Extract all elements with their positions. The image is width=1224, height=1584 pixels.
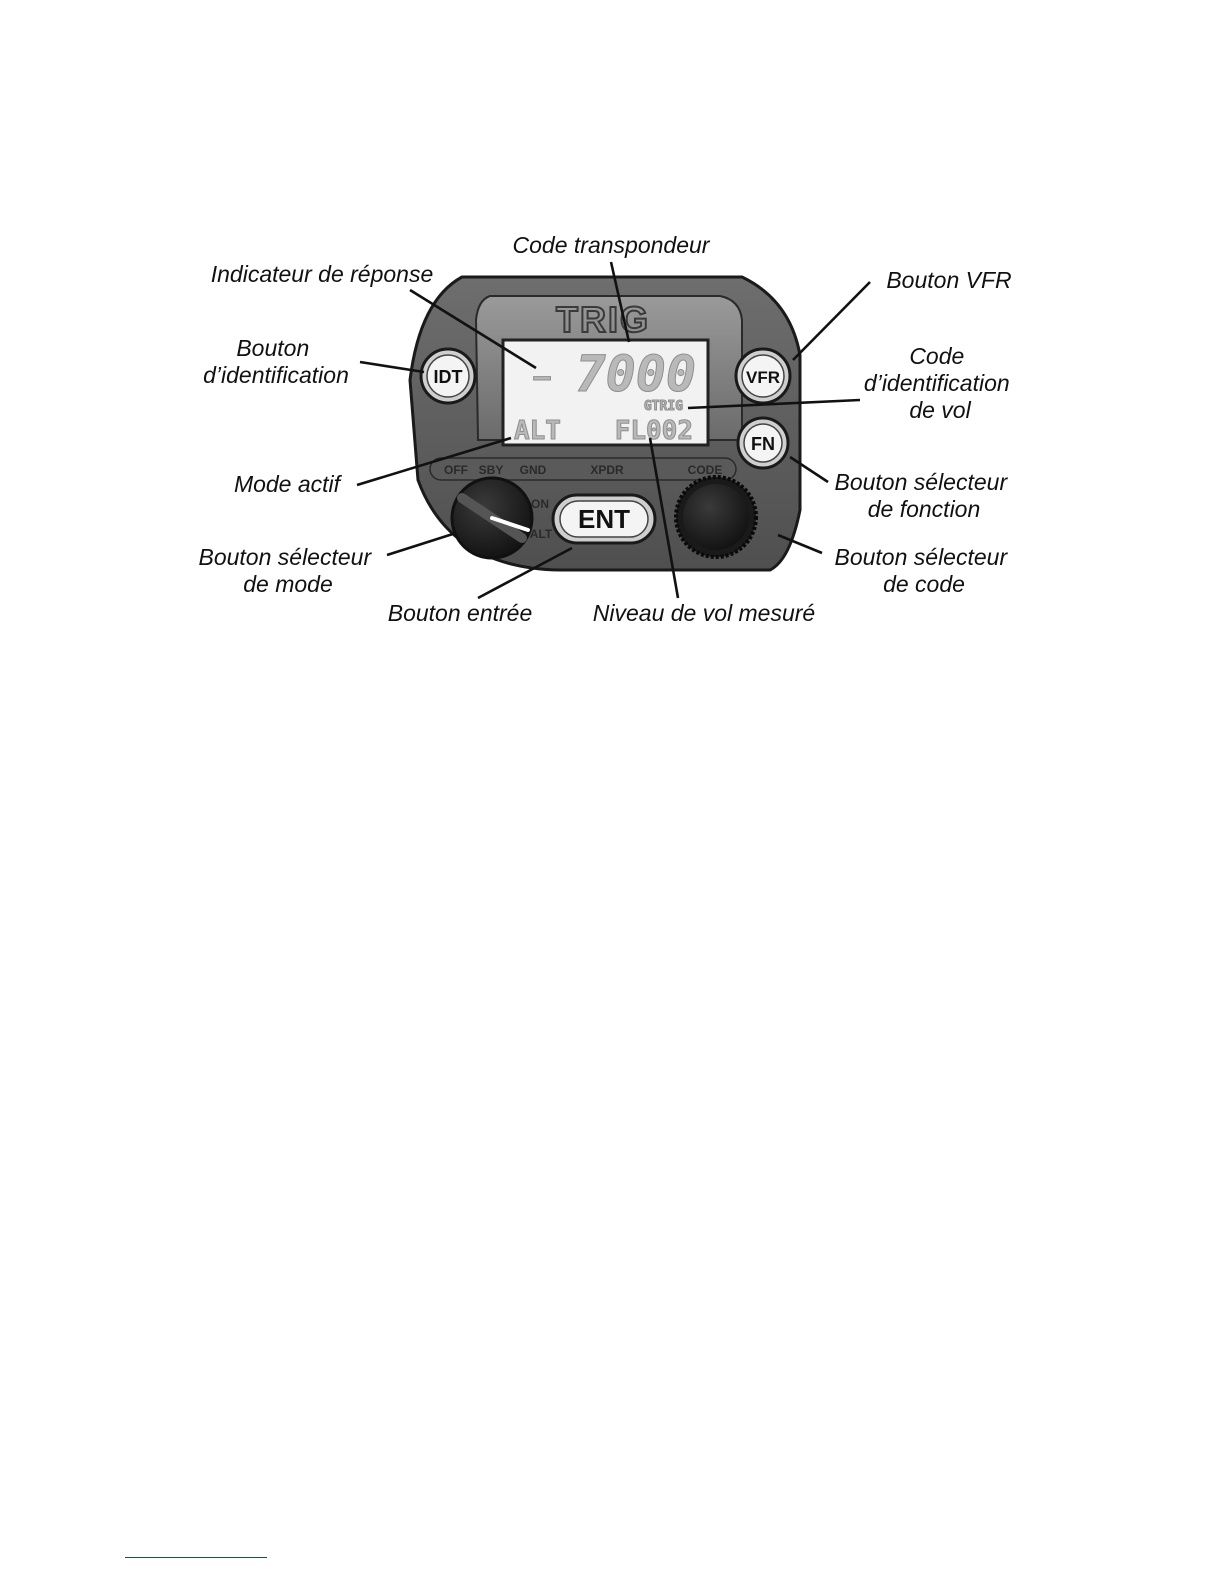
callout-bouton-selecteur-mode (198, 544, 377, 597)
callout-bouton-selecteur-code-line-2: de code (883, 571, 965, 597)
fn-button[interactable] (738, 418, 788, 468)
callout-bouton-identification-line-2: d’identification (203, 362, 349, 388)
callout-code-transpondeur: Code transpondeur (512, 232, 710, 258)
mode-selector-knob[interactable] (452, 478, 532, 558)
callout-bouton-vfr: Bouton VFR (886, 267, 1012, 293)
callout-bouton-selecteur-mode-line-2: de mode (243, 571, 333, 597)
xpdr-label: XPDR (590, 463, 624, 477)
callout-code-identification-vol-line-3: de vol (909, 397, 971, 423)
callout-bouton-selecteur-fonction-line-1: Bouton sélecteur (834, 469, 1008, 495)
callout-bouton-selecteur-mode-line-1: Bouton sélecteur (198, 544, 372, 570)
callout-indicateur-reponse: Indicateur de réponse (210, 261, 434, 287)
callout-code-identification-vol-line-1: Code (909, 343, 965, 369)
leader-bouton-vfr (793, 282, 870, 360)
mode-position-on: ON (531, 497, 549, 511)
code-selector-knob[interactable] (676, 477, 756, 557)
idt-button[interactable] (421, 349, 475, 403)
callout-bouton-selecteur-fonction (834, 469, 1013, 522)
callout-bouton-entree: Bouton entrée (387, 600, 533, 626)
mode-position-sby: SBY (478, 463, 504, 477)
callout-bouton-identification-line-1: Bouton (236, 335, 310, 361)
fn-button-label: FN (751, 434, 775, 454)
mode-position-alt: ALT (529, 527, 553, 541)
vfr-button[interactable] (736, 349, 790, 403)
footnote-separator (125, 1557, 267, 1558)
vfr-button-label: VFR (746, 368, 780, 387)
callout-bouton-selecteur-code (834, 544, 1013, 597)
code-label: CODE (687, 463, 723, 477)
flight-level: FL002 (614, 416, 693, 446)
mode-position-gnd: GND (519, 463, 547, 477)
mode-position-off: OFF (444, 463, 468, 477)
active-mode: ALT (514, 416, 561, 446)
callout-bouton-selecteur-code-line-1: Bouton sélecteur (834, 544, 1008, 570)
leader-bouton-selecteur-mode (387, 533, 456, 555)
callout-code-identification-vol (864, 343, 1016, 423)
brand-logo: TRIG (556, 299, 650, 340)
reply-indicator: – (533, 360, 551, 393)
callout-mode-actif: Mode actif (233, 471, 341, 497)
transponder-diagram (0, 0, 1224, 700)
callout-niveau-vol-mesure: Niveau de vol mesuré (592, 600, 816, 626)
lcd-display (503, 340, 708, 446)
squawk-code: 7000 (575, 345, 696, 403)
callout-bouton-identification (203, 335, 349, 388)
ent-button-label: ENT (578, 504, 630, 534)
callout-code-identification-vol-line-2: d’identification (863, 370, 1010, 396)
ent-button[interactable] (553, 495, 655, 543)
idt-button-label: IDT (433, 367, 463, 387)
callout-bouton-selecteur-fonction-line-2: de fonction (867, 496, 981, 522)
flight-id: GTRIG (643, 399, 683, 414)
